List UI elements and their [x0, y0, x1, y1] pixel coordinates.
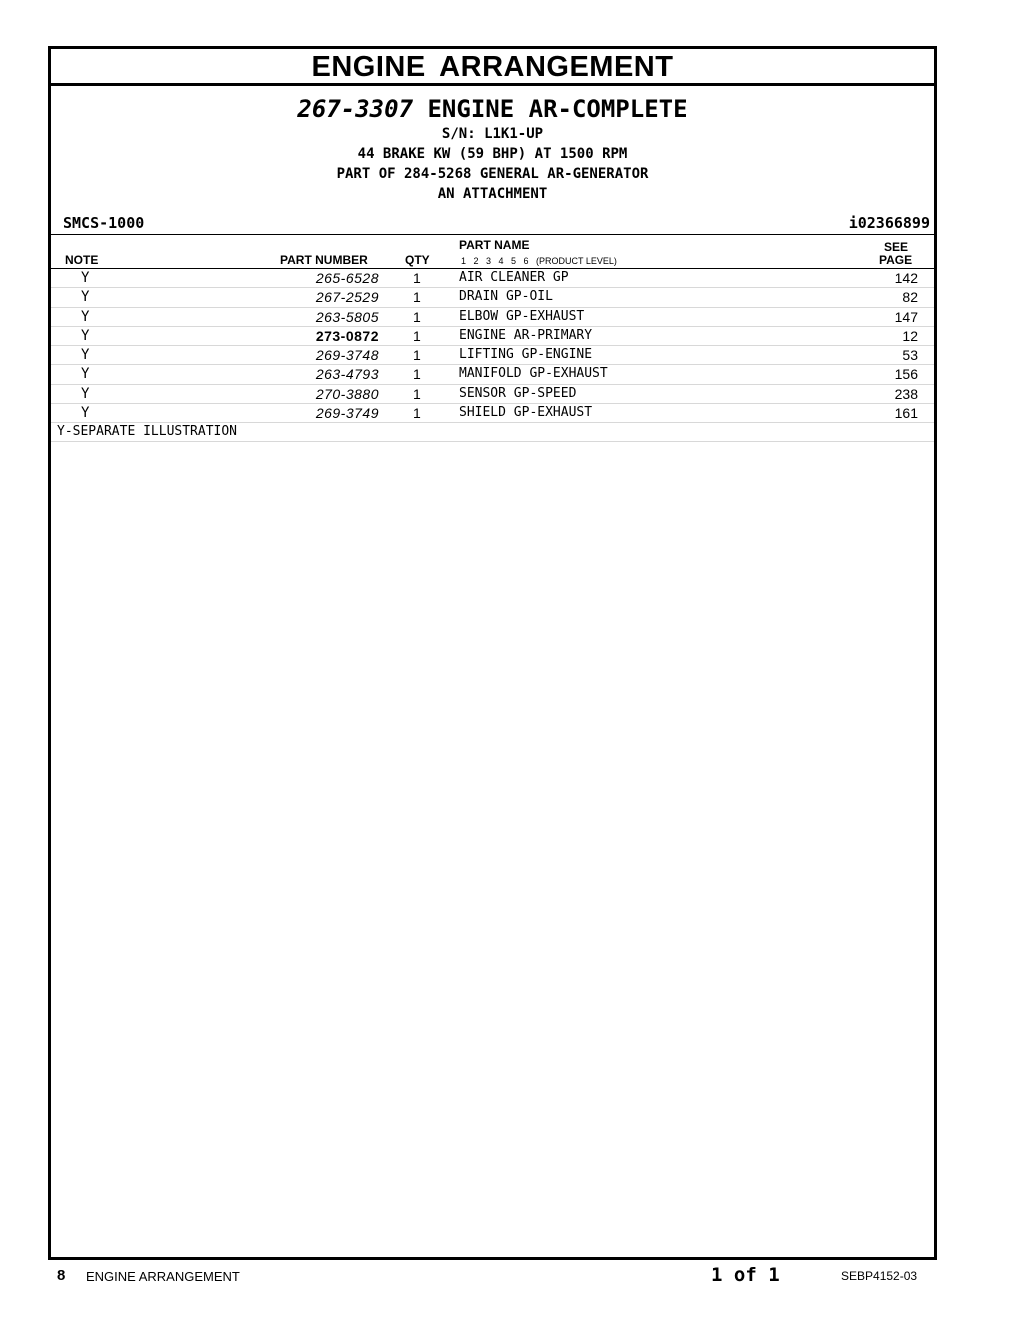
footer-page-number: 8	[57, 1267, 66, 1284]
row-note: Y	[81, 405, 90, 422]
row-see-page[interactable]: 53	[902, 347, 918, 364]
row-part-name: ELBOW GP-EXHAUST	[459, 308, 585, 324]
row-see-page[interactable]: 82	[902, 289, 918, 306]
row-qty: 1	[413, 270, 421, 286]
row-part-number[interactable]: 270-3880	[315, 385, 379, 402]
page-frame	[48, 46, 937, 1260]
row-part-name: SENSOR GP-SPEED	[459, 385, 577, 401]
row-see-page[interactable]: 12	[902, 327, 918, 344]
column-header	[51, 234, 934, 269]
footnote: Y-SEPARATE ILLUSTRATION	[51, 423, 934, 442]
row-note: Y	[81, 289, 90, 306]
illustration-id: i02366899	[848, 214, 930, 232]
table-row	[51, 346, 934, 365]
id-row	[51, 204, 934, 234]
col-part-number: PART NUMBER	[280, 253, 368, 267]
row-qty: 1	[413, 385, 421, 402]
power-rating: 44 BRAKE KW (59 BHP) AT 1500 RPM	[357, 146, 628, 162]
row-qty: 1	[413, 327, 421, 344]
table-row	[51, 308, 934, 327]
group-header	[51, 94, 934, 204]
serial-number: S/N: L1K1-UP	[441, 126, 544, 142]
row-note: Y	[81, 308, 90, 325]
row-qty: 1	[413, 347, 421, 364]
row-part-name: AIR CLEANER GP	[459, 270, 569, 285]
row-note: Y	[81, 270, 90, 286]
group-title	[51, 94, 934, 124]
row-part-number[interactable]: 265-6528	[315, 270, 379, 286]
row-qty: 1	[413, 289, 421, 306]
row-see-page[interactable]: 238	[894, 385, 918, 402]
table-row	[51, 404, 934, 423]
smcs-code: SMCS-1000	[63, 214, 145, 232]
row-part-name: SHIELD GP-EXHAUST	[459, 405, 593, 421]
col-part-name: PART NAME	[459, 238, 530, 252]
footer-page-of: 1 of 1	[711, 1264, 780, 1286]
row-note: Y	[81, 385, 90, 402]
table-row	[51, 269, 934, 288]
row-part-number[interactable]: 267-2529	[315, 289, 379, 306]
row-see-page[interactable]: 161	[894, 405, 918, 422]
attachment-note: AN ATTACHMENT	[437, 186, 548, 202]
row-part-name: MANIFOLD GP-EXHAUST	[459, 366, 608, 382]
row-qty: 1	[413, 308, 421, 325]
row-part-number[interactable]: 269-3749	[315, 405, 379, 422]
page-footer	[0, 1266, 1020, 1288]
parent-assembly: PART OF 284-5268 GENERAL AR-GENERATOR	[336, 166, 649, 182]
table-row	[51, 327, 934, 346]
group-part-number: 267-3307	[297, 95, 414, 123]
footer-section: ENGINE ARRANGEMENT	[86, 1269, 240, 1284]
col-page: PAGE	[879, 253, 913, 267]
row-part-name: ENGINE AR-PRIMARY	[459, 327, 593, 343]
row-part-name: LIFTING GP-ENGINE	[459, 347, 593, 363]
row-see-page[interactable]: 142	[894, 270, 918, 286]
row-part-number[interactable]: 269-3748	[315, 347, 379, 364]
col-see: SEE	[884, 240, 909, 254]
row-see-page[interactable]: 156	[894, 366, 918, 383]
page-title: ENGINE ARRANGEMENT	[51, 49, 934, 86]
table-row	[51, 365, 934, 384]
col-product-levels: 1 2 3 4 5 6 (PRODUCT LEVEL)	[461, 256, 617, 266]
group-part-name: ENGINE AR-COMPLETE	[427, 95, 688, 123]
row-note: Y	[81, 366, 90, 383]
table-row	[51, 385, 934, 404]
row-part-number[interactable]: 263-5805	[315, 308, 379, 325]
row-part-number[interactable]: 273-0872	[315, 327, 379, 344]
footer-doc-number: SEBP4152-03	[841, 1269, 918, 1283]
row-part-number[interactable]: 263-4793	[315, 366, 379, 383]
col-note: NOTE	[65, 253, 99, 267]
row-note: Y	[81, 347, 90, 364]
col-qty: QTY	[405, 253, 430, 267]
table-row	[51, 288, 934, 307]
row-note: Y	[81, 327, 90, 344]
parts-table	[51, 269, 934, 442]
row-part-name: DRAIN GP-OIL	[459, 289, 553, 305]
row-see-page[interactable]: 147	[894, 308, 918, 325]
row-qty: 1	[413, 366, 421, 383]
row-qty: 1	[413, 405, 421, 422]
